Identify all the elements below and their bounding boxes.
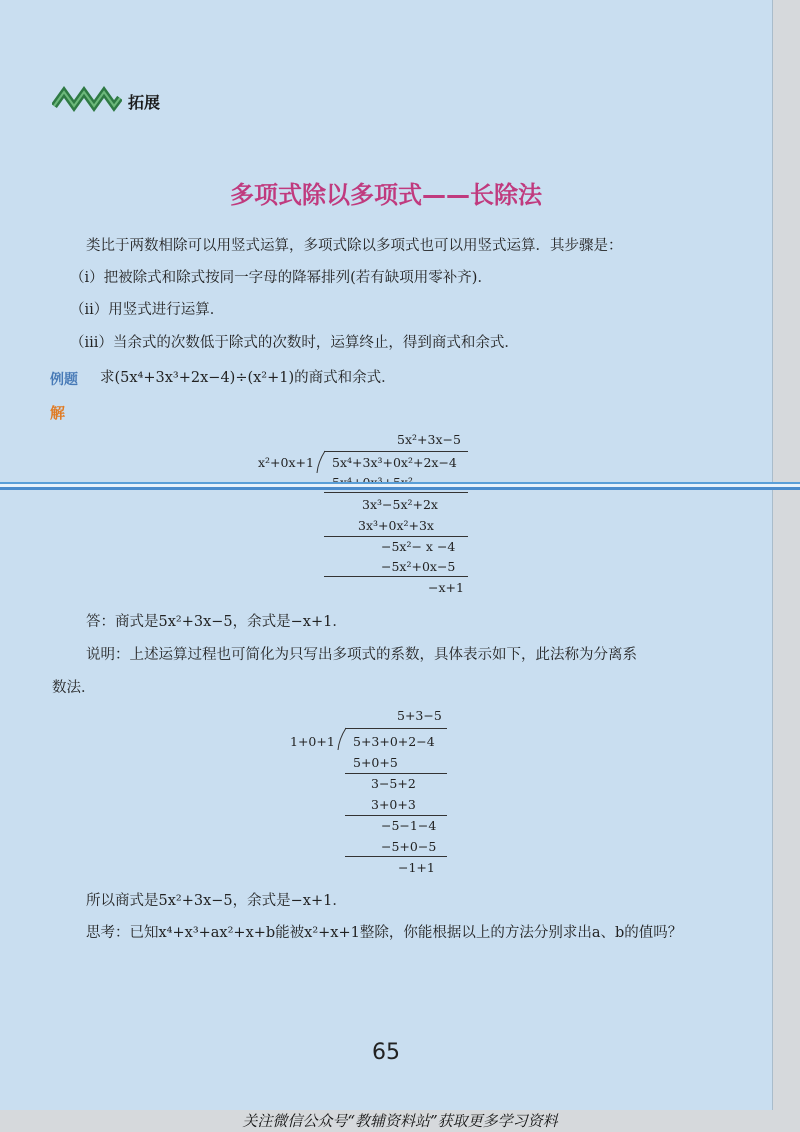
- step-1: （ⅰ）把被除式和除式按同一字母的降幂排列(若有缺项用零补齐)．: [70, 270, 492, 286]
- division1-line-3: 3x³+0x²+3x: [358, 518, 434, 533]
- division2-line-4: −5−1−4: [381, 818, 437, 833]
- division2-divisor: 1+0+1: [290, 734, 335, 749]
- division1-line-5: −5x²+0x−5: [381, 559, 456, 574]
- page-number: 65: [372, 1040, 400, 1065]
- step-3: （ⅲ）当余式的次数低于除式的次数时，运算终止，得到商式和余式．: [70, 335, 519, 351]
- division1-rule-3: [324, 576, 468, 577]
- step-2: （ⅱ）用竖式进行运算．: [70, 302, 225, 318]
- division2-line-2: 3−5+2: [371, 776, 416, 791]
- division1-bracket-icon: [316, 450, 328, 474]
- note-text-1: 说明：上述运算过程也可简化为只写出多项式的系数，具体表示如下，此法称为分离系: [86, 647, 637, 663]
- note-text-2: 数法．: [52, 680, 96, 696]
- section-label: 拓展: [128, 93, 161, 112]
- division2-remainder: −1+1: [398, 860, 435, 875]
- conclusion-text: 所以商式是5x²+3x−5，余式是−x+1．: [86, 893, 347, 909]
- division2-quotient: 5+3−5: [397, 708, 442, 723]
- division2-dividend: 5+3+0+2−4: [353, 734, 435, 749]
- division1-divisor: x²+0x+1: [258, 455, 314, 470]
- division1-rule-2: [324, 536, 468, 537]
- division1-line-4: −5x²− x −4: [381, 539, 456, 554]
- division1-quotient: 5x²+3x−5: [397, 432, 461, 447]
- division2-bracket-icon: [337, 727, 349, 751]
- division1-rule-1: [324, 492, 468, 493]
- think-question: 思考：已知x⁴+x³+ax²+x+b能被x²+x+1整除，你能根据以上的方法分别求出a、b的值吗？: [86, 925, 683, 941]
- solution-label: 解: [50, 404, 66, 422]
- division2-rule-1: [345, 773, 447, 774]
- footer-note: 关注微信公众号“教辅资料站”获取更多学习资料: [242, 1112, 558, 1130]
- division2-bar: [345, 728, 447, 729]
- division2-line-1: 5+0+5: [353, 755, 398, 770]
- division2-line-3: 3+0+3: [371, 797, 416, 812]
- intro-text: 类比于两数相除可以用竖式运算，多项式除以多项式也可以用竖式运算．其步骤是：: [86, 238, 623, 254]
- zigzag-band-icon: [52, 84, 122, 112]
- division1-remainder: −x+1: [428, 580, 464, 595]
- division2-line-5: −5+0−5: [381, 839, 437, 854]
- division1-bar: [324, 451, 468, 452]
- division1-dividend: 5x⁴+3x³+0x²+2x−4: [332, 455, 457, 470]
- example-label: 例题: [50, 372, 78, 388]
- scan-artifact-band: [0, 482, 800, 490]
- division2-rule-3: [345, 856, 447, 857]
- answer-text: 答：商式是5x²+3x−5，余式是−x+1．: [86, 614, 347, 630]
- example-text: 求(5x⁴+3x³+2x−4)÷(x²+1)的商式和余式．: [100, 370, 396, 386]
- page-title: 多项式除以多项式——长除法: [230, 181, 542, 209]
- division2-rule-2: [345, 815, 447, 816]
- division1-line-2: 3x³−5x²+2x: [362, 497, 438, 512]
